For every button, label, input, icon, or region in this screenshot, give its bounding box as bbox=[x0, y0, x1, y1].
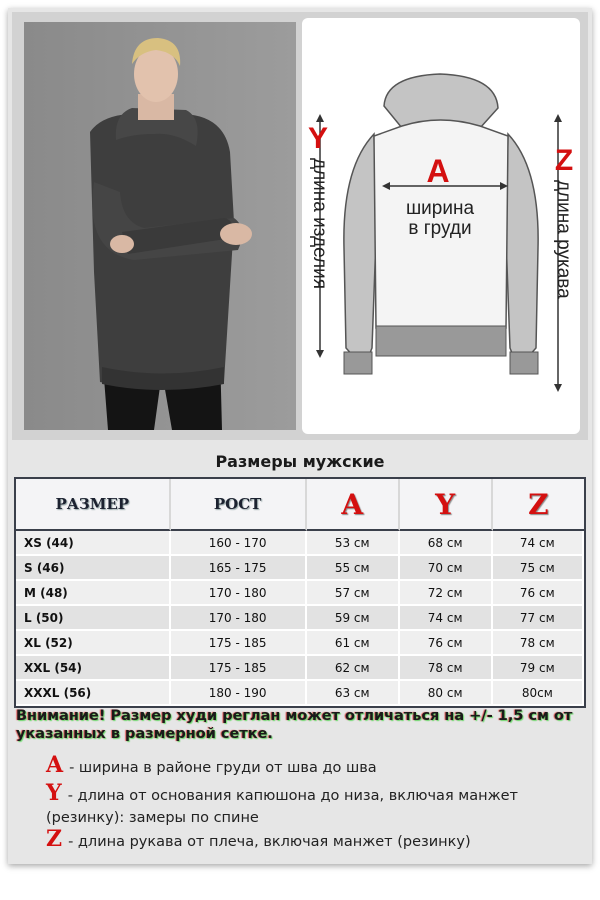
header-a: A bbox=[307, 479, 400, 531]
table-row bbox=[16, 681, 584, 706]
table-row bbox=[16, 531, 584, 556]
cell-z: 75 см bbox=[493, 556, 584, 581]
cell-z: 80см bbox=[493, 681, 584, 706]
right-cuff bbox=[510, 352, 538, 374]
left-sleeve-shape bbox=[344, 134, 376, 368]
cell-a: 59 см bbox=[307, 606, 400, 631]
header-y: Y bbox=[400, 479, 493, 531]
size-chart-title: Размеры мужские bbox=[215, 452, 385, 471]
chest-label-line1: ширина bbox=[405, 198, 475, 219]
size-table bbox=[14, 477, 586, 708]
cell-a: 57 см bbox=[307, 581, 400, 606]
cell-y: 70 см bbox=[400, 556, 493, 581]
cell-height: 175 - 185 bbox=[171, 656, 307, 681]
sleeve-label: длина рукава bbox=[553, 180, 574, 299]
cell-size: XS (44) bbox=[16, 531, 171, 556]
legend-z bbox=[46, 828, 471, 853]
cell-a: 61 см bbox=[307, 631, 400, 656]
table-row bbox=[16, 556, 584, 581]
cell-y: 78 см bbox=[400, 656, 493, 681]
chest-label-line2: в груди bbox=[408, 218, 472, 239]
header-z: Z bbox=[493, 479, 584, 531]
cell-a: 55 см bbox=[307, 556, 400, 581]
table-row bbox=[16, 606, 584, 631]
hoodie-diagram bbox=[302, 18, 580, 434]
cell-size: XXXL (56) bbox=[16, 681, 171, 706]
cell-y: 80 см bbox=[400, 681, 493, 706]
warning-note: Внимание! Размер худи реглан может отличаться на +/- 1,5 см от указанных в размерной сетке. bbox=[16, 708, 573, 742]
legend-text-z: - длина рукава от плеча, включая манжет (резинку) bbox=[68, 834, 471, 850]
left-cuff bbox=[344, 352, 372, 374]
legend-text-a: - ширина в районе груди от шва до шва bbox=[69, 760, 377, 776]
cell-size: XL (52) bbox=[16, 631, 171, 656]
length-label: длина изделия bbox=[309, 158, 330, 290]
cell-z: 76 см bbox=[493, 581, 584, 606]
right-sleeve-shape bbox=[506, 134, 538, 368]
legend-text-y: - длина от основания капюшона до низа, включая манжет (резинку): замеры по спине bbox=[46, 788, 519, 826]
table-header-row bbox=[16, 479, 584, 531]
diagram-letter-y: Y bbox=[307, 122, 329, 155]
header-height: РОСТ bbox=[171, 479, 307, 531]
cell-height: 165 - 175 bbox=[171, 556, 307, 581]
cell-a: 53 см bbox=[307, 531, 400, 556]
model-photo bbox=[24, 22, 296, 430]
cell-z: 79 см bbox=[493, 656, 584, 681]
cell-y: 74 см bbox=[400, 606, 493, 631]
legend-letter-y: Y bbox=[46, 780, 62, 806]
header-size: РАЗМЕР bbox=[16, 479, 171, 531]
legend-letter-a: A bbox=[46, 752, 64, 778]
cell-a: 62 см bbox=[307, 656, 400, 681]
cell-size: M (48) bbox=[16, 581, 171, 606]
table-row bbox=[16, 631, 584, 656]
cell-height: 160 - 170 bbox=[171, 531, 307, 556]
cell-size: XXL (54) bbox=[16, 656, 171, 681]
cell-height: 180 - 190 bbox=[171, 681, 307, 706]
legend-y bbox=[46, 782, 546, 829]
cell-height: 170 - 180 bbox=[171, 581, 307, 606]
cell-y: 76 см bbox=[400, 631, 493, 656]
cell-z: 77 см bbox=[493, 606, 584, 631]
cell-height: 170 - 180 bbox=[171, 606, 307, 631]
legend-letter-z: Z bbox=[46, 826, 63, 852]
table-row bbox=[16, 581, 584, 606]
diagram-letter-a: A bbox=[426, 153, 450, 189]
cell-y: 72 см bbox=[400, 581, 493, 606]
cell-z: 74 см bbox=[493, 531, 584, 556]
cell-size: L (50) bbox=[16, 606, 171, 631]
cell-a: 63 см bbox=[307, 681, 400, 706]
cell-height: 175 - 185 bbox=[171, 631, 307, 656]
legend-a bbox=[46, 754, 377, 779]
cell-y: 68 см bbox=[400, 531, 493, 556]
table-row bbox=[16, 656, 584, 681]
waistband bbox=[376, 326, 506, 356]
cell-size: S (46) bbox=[16, 556, 171, 581]
cell-z: 78 см bbox=[493, 631, 584, 656]
diagram-letter-z: Z bbox=[554, 144, 574, 177]
